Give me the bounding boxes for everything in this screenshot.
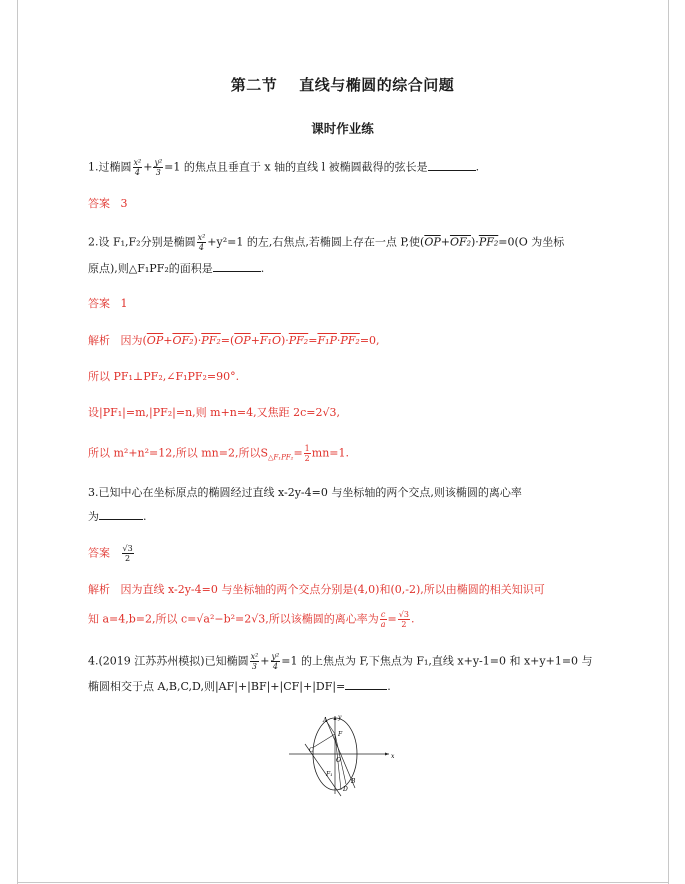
fraction: $\frac{c}{a}$ [380,610,386,629]
question-1: 1.过椭圆 $\frac{\text{x²}}{4}$ + $\frac{\text{y²}}{3}$ =1 的焦点且垂直于 x 轴的直线 l 被椭圆截得的弦长是 . [88,158,480,177]
solution-3-line2: 知 a=4,b=2,所以 c=√a²−b²=2√3,所以该椭圆的离心率为 $\frac{c}{a}$ = $\frac{√3}{2}$ . [88,610,415,629]
point-A-label: A [323,717,328,724]
point-O-label: O [336,757,341,764]
x-axis-arrow [385,753,389,756]
segment-AF [327,722,335,734]
answer-3: 答案 $\frac{√3}{2}$ [88,544,133,563]
solution-2-line1: 解析 因为$(\overline{OP}+OF_2)\cdot PF_2=(\overline{OP}+F_1O)\cdot PF_2=F_1P\cdot PF_2=0$, [88,334,380,347]
question-3-line1: 3.已知中心在坐标原点的椭圆经过直线 x-2y-4=0 与坐标轴的两个交点,则该椭圆的离心率 [88,486,522,499]
point-B-label: B [351,778,356,785]
answer-blank [345,679,387,690]
fraction: $\frac{1}{2}$ [304,444,310,463]
y-label: y [338,714,342,721]
answer-1: 答案 3 [88,197,128,210]
solution-2-line4: 所以 m²+n²=12,所以 mn=2,所以$S_{\triangle F_1PF_2}=$ $\frac{1}{2}$ mn=1. [88,444,349,463]
answer-blank [213,261,261,272]
x-label: x [391,753,395,760]
fraction: $\frac{\text{x²}}{4}$ [197,233,206,252]
answer-blank [99,509,143,520]
page-subtitle: 课时作业练 [311,121,374,136]
point-C-label: C [309,747,314,754]
solution-2-line3: 设|PF₁|=m,|PF₂|=n,则 m+n=4,又焦距 2c=2√3, [88,406,340,419]
fraction: $\frac{\text{y²}}{4}$ [271,652,280,671]
fraction: $\frac{√3}{2}$ [398,610,409,629]
point-D-label: D [343,786,348,793]
fraction: $\frac{\text{x²}}{4}$ [133,158,142,177]
question-2: 2.设 F₁,F₂分别是椭圆 $\frac{\text{x²}}{4}$ +y²=1 的左,右焦点,若椭圆上存在一点 P,使$(\overline{OP}+OF_2)\cdot PF_2=0(O$ 为坐标 [88,233,565,252]
solution-3-line1: 解析 因为直线 x-2y-4=0 与坐标轴的两个交点分别是(4,0)和(0,-2),所以由椭圆的相关知识可 [88,583,545,596]
segment-CF [314,734,335,747]
answer-2: 答案 1 [88,297,128,310]
title-section: 第二节 [230,76,278,94]
ellipse-figure [289,712,399,797]
page-title [0,74,685,95]
answer-blank [428,160,476,171]
page-border-bottom [17,882,669,883]
question-3-line2: 为 . [88,510,147,523]
fraction: $\frac{√3}{2}$ [122,544,133,563]
fraction: $\frac{\text{y²}}{3}$ [154,158,163,177]
question-4-line1: 4.(2019 江苏苏州模拟)已知椭圆 $\frac{\text{x²}}{3}$ + $\frac{\text{y²}}{4}$ =1 的上焦点为 F,下焦点为 F₁,直线 x+y-1=0 和 x+y+1=0 与 [88,652,593,671]
point-F1-label: F₁ [326,771,333,778]
point-F-label: F [338,731,343,738]
solution-2-line2: 所以 PF₁⊥PF₂,∠F₁PF₂=90°. [88,370,240,383]
question-2-line2: 原点),则△F₁PF₂的面积是 . [88,262,265,275]
fraction: $\frac{\text{x²}}{3}$ [250,652,259,671]
title-topic: 直线与椭圆的综合问题 [299,76,455,94]
question-4-line2: 椭圆相交于点 A,B,C,D,则|AF|+|BF|+|CF|+|DF|= . [88,680,391,693]
